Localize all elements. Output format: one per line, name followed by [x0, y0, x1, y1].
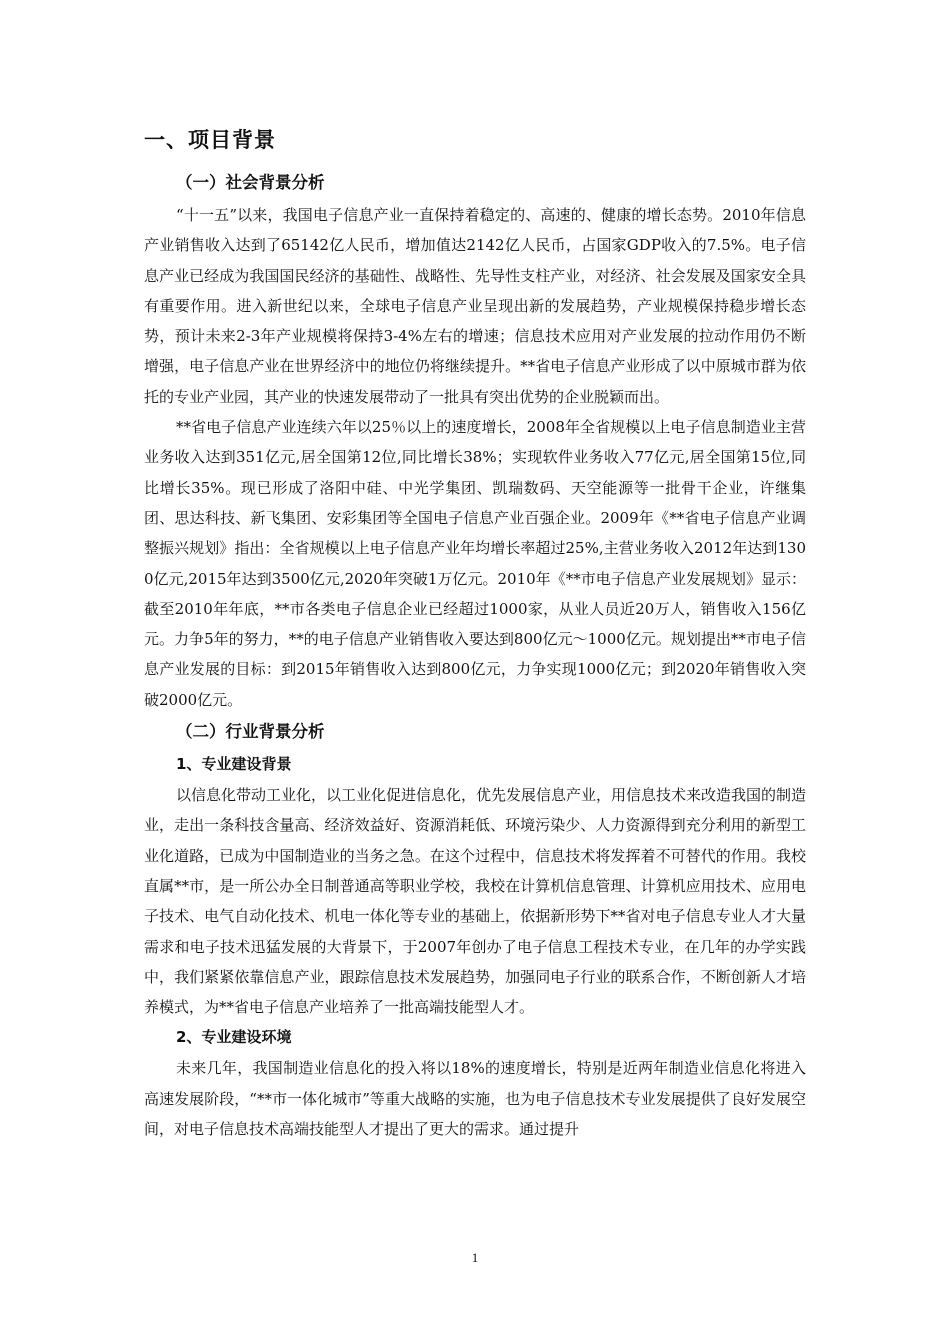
paragraph: 以信息化带动工业化，以工业化促进信息化，优先发展信息产业，用信息技术来改造我国的制造业，走出一条科技含量高、经济效益好、资源消耗低、环境污染少、人力资源得到充分利用的新型工业化道路，已成为中国制造业的当务之急。在这个过程中，信息技术将发挥着不可替代的作用。我校直属**市，是一所公办全日制普通高等职业学校，我校在计算机信息管理、计算机应用技术、应用电子技术、电气自动化技术、机电一体化等专业的基础上，依据新形势下**省对电子信息专业人才大量需求和电子技术迅猛发展的大背景下，于2007年创办了电子信息工程技术专业，在几年的办学实践中，我们紧紧依靠信息产业，跟踪信息技术发展趋势，加强同电子行业的联系合作，不断创新人才培养模式，为**省电子信息产业培养了一批高端技能型人才。: [144, 786, 807, 1017]
paragraph: 未来几年，我国制造业信息化的投入将以18%的速度增长，特别是近两年制造业信息化将进入高速发展阶段，“**市一体化城市”等重大战略的实施，也为电子信息技术专业发展提供了良好发展空间，对电子信息技术高端技能型人才提出了更大的需求。通过提升: [144, 1059, 806, 1139]
heading-social-background: （一）社会背景分析: [176, 173, 325, 192]
subheading-construction-background: 1、专业建设背景: [176, 755, 292, 774]
document-body: [144, 124, 806, 1144]
paragraph: **省电子信息产业连续六年以25％以上的速度增长，2008年全省规模以上电子信息制造业主营业务收入达到351亿元,居全国第12位,同比增长38%；实现软件业务收入77亿元,居全国第15位,同比增长35%。现已形成了洛阳中硅、中光学集团、凯瑞数码、天空能源等一批骨干企业，许继集团、思达科技、新飞集团、安彩集团等全国电子信息产业百强企业。2009年《**省电子信息产业调整振兴规划》指出：全省规模以上电子信息产业年均增长率超过25%,主营业务收入2012年达到1300亿元,2015年达到3500亿元,2020年突破1万亿元。2010年《**市电子信息产业发展规划》显示：截至2010年年底，**市各类电子信息企业已经超过1000家，从业人员近20万人，销售收入156亿元。力争5年的努力，**的电子信息产业销售收入要达到800亿元～1000亿元。规划提出**市电子信息产业发展的目标：到2015年销售收入达到800亿元，力争实现1000亿元；到2020年销售收入突破2000亿元。: [144, 418, 806, 709]
paragraph: “十一五”以来，我国电子信息产业一直保持着稳定的、高速的、健康的增长态势。2010年信息产业销售收入达到了65142亿人民币，增加值达2142亿人民币，占国家GDP收入的7.5%。电子信息产业已经成为我国国民经济的基础性、战略性、先导性支柱产业，对经济、社会发展及国家安全具有重要作用。进入新世纪以来，全球电子信息产业呈现出新的发展趋势，产业规模保持稳步增长态势，预计未来2-3年产业规模将保持3-4%左右的增速；信息技术应用对产业发展的拉动作用仍不断增强，电子信息产业在世界经济中的地位仍将继续提升。**省电子信息产业形成了以中原城市群为依托的专业产业园，其产业的快速发展带动了一批具有突出优势的企业脱颖而出。: [144, 206, 806, 406]
section-title: 一、项目背景: [144, 128, 276, 152]
page-number: 1: [471, 1250, 479, 1265]
subheading-construction-environment: 2、专业建设环境: [176, 1028, 292, 1047]
heading-industry-background: （二）行业背景分析: [176, 722, 325, 742]
